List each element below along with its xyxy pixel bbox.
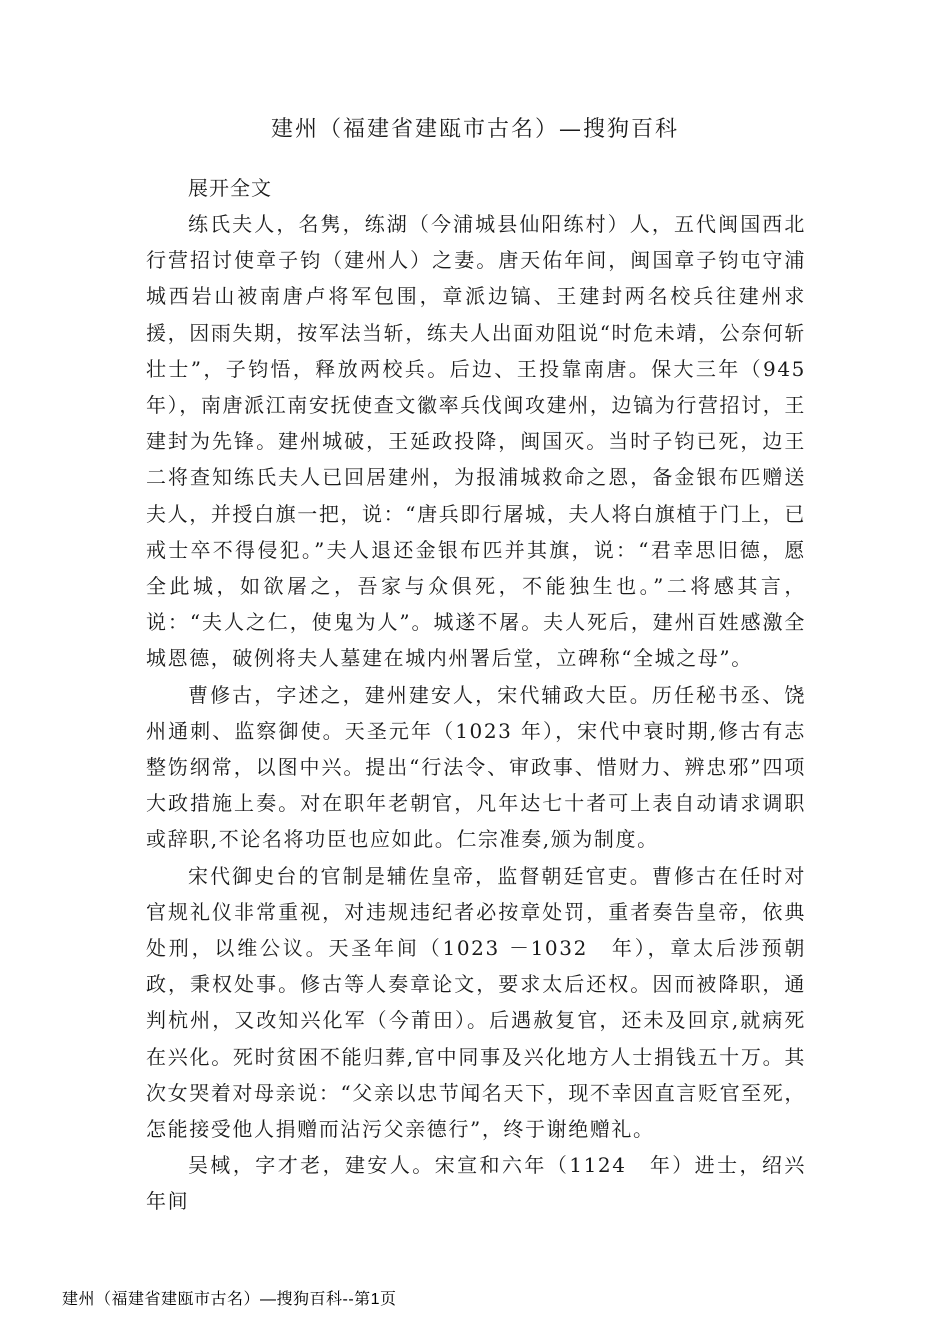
paragraph-yushitai: 宋代御史台的官制是辅佐皇帝，监督朝廷官吏。曹修古在任时对官规礼仪非常重视，对违规违纪者必按章处罚，重者奏告皇帝，依典处刑，以维公议。天圣年间（1023 －1032 年），章太后涉预朝政，秉权处事。修古等人奏章论文，要求太后还权。因而被降职，通判杭州，又改知兴化军（今莆田）。后遇赦复官，还未及回京,就病死在兴化。死时贫困不能归葬,官中同事及兴化地方人士捐钱五十万。其次女哭着对母亲说：“父亲以忠节闻名天下，现不幸因直言贬官至死，怎能接受他人捐赠而沾污父亲德行”，终于谢绝赠礼。 bbox=[146, 863, 806, 1142]
paragraph-lian-shi: 练氏夫人，名隽，练湖（今浦城县仙阳练村）人，五代闽国西北行营招讨使章子钧（建州人）之妻。唐天佑年间，闽国章子钧屯守浦城西岩山被南唐卢将军包围，章派边镐、王建封两名校兵往建州求援，因雨失期，按军法当斩，练夫人出面劝阻说“时危未靖，公奈何斩壮士”，子钧悟，释放两校兵。后边、王投靠南唐。保大三年（945年），南唐派江南安抚使查文徽率兵伐闽攻建州，边镐为行营招讨，王建封为先锋。建州城破，王延政投降，闽国灭。当时子钧已死，边王二将查知练氏夫人已回居建州，为报浦城救命之恩，备金银布匹赠送夫人，并授白旗一把，说：“唐兵即行屠城，夫人将白旗植于门上，已戒士卒不得侵犯。”夫人退还金银布匹并其旗，说：“君幸思旧德，愿全此城，如欲屠之，吾家与众俱死，不能独生也。”二将感其言，说：“夫人之仁，使鬼为人”。城遂不屠。夫人死后，建州百姓感激全城恩德，破例将夫人墓建在城内州署后堂，立碑称“全城之母”。 bbox=[146, 212, 806, 671]
article-body bbox=[146, 170, 806, 1220]
paragraph-wu-yu: 吴棫，字才老，建安人。宋宣和六年（1124 年）进士，绍兴年间 bbox=[146, 1153, 806, 1214]
expand-full-text-link[interactable]: 展开全文 bbox=[188, 176, 272, 200]
page-footer: 建州（福建省建瓯市古名）—搜狗百科--第1页 bbox=[62, 1291, 397, 1308]
paragraph-cao-xiugu: 曹修古，字述之，建州建安人，宋代辅政大臣。历任秘书丞、饶州通刺、监察御使。天圣元年（1023 年），宋代中衰时期,修古有志整饬纲常，以图中兴。提出“行法令、审政事、惜财力、辨忠邪”四项大政措施上奏。对在职年老朝官，凡年达七十者可上表自动请求调职或辞职,不论名将功臣也应如此。仁宗准奏,颁为制度。 bbox=[146, 682, 806, 852]
page-title: 建州（福建省建瓯市古名）—搜狗百科 bbox=[270, 117, 679, 142]
